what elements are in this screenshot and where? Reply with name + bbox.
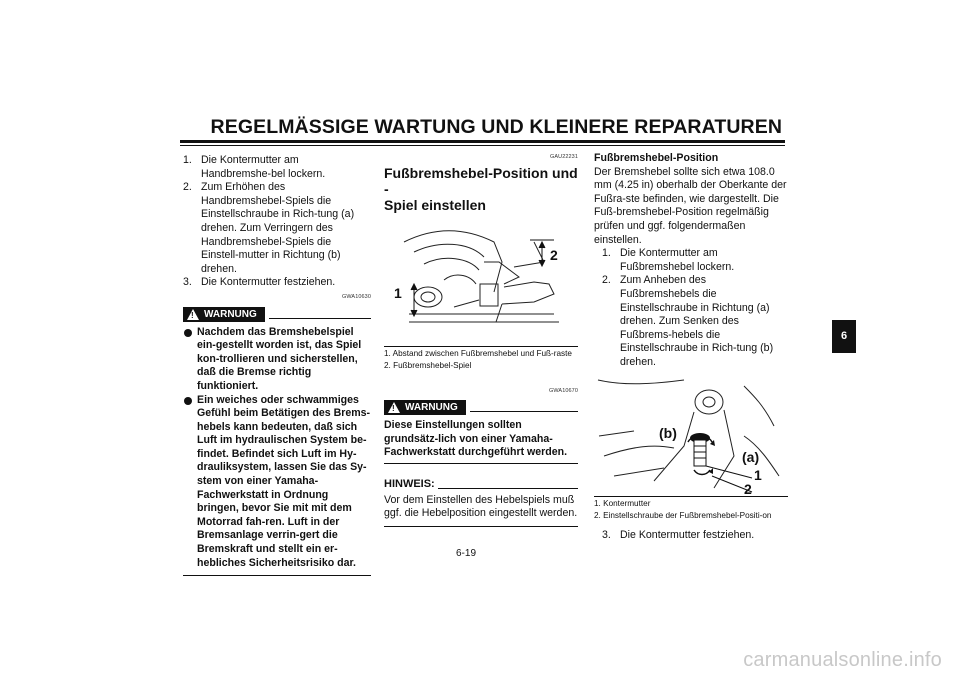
- caption-item: 2. Einstellschraube der Fußbremshebel-Positi-on: [594, 510, 772, 520]
- figure-label-1: 1: [394, 284, 402, 301]
- figure-label-2: 2: [744, 480, 752, 494]
- warning-triangle-icon: !: [187, 309, 199, 320]
- intro-text: Der Bremshebel sollte sich etwa 108.0 mm (4.25 in) oberhalb der Oberkante der Fußra-ste befinden, wie dargestellt. Die Fuß-bremshebel-Position regelmäßig prüfen und ggf. folgendermaßen einstellen.: [594, 165, 787, 246]
- caption-item: 1. Kontermutter: [594, 498, 651, 508]
- step-item: 1. Die Kontermutter am Handbremshe-bel lockern.: [183, 154, 326, 180]
- figure-captions: [384, 349, 578, 371]
- warning-bullets: [183, 326, 371, 571]
- brake-lever-steps: [183, 154, 371, 290]
- section-code: GAU22231: [549, 154, 578, 160]
- step-item: 2. Zum Erhöhen des Handbremshebel-Spiels die Einstellschraube in Rich-tung (a) drehen. Zum Verringern des Handbremshebel-Spiels die Einstell-mutter in Richtung (b) drehen.: [183, 181, 355, 275]
- caption-item: 2. Fußbremshebel-Spiel: [384, 360, 472, 370]
- caption-rule: [594, 496, 788, 497]
- brake-pedal-figure: [384, 222, 574, 340]
- warning-header: [384, 400, 578, 415]
- warning-code: GWA10670: [548, 387, 578, 394]
- step-item: 3. Die Kontermutter festziehen.: [602, 528, 755, 541]
- caption-rule: [384, 346, 578, 347]
- middle-column: [384, 151, 578, 527]
- step-item: 1. Die Kontermutter am Fußbremshebel lockern.: [602, 247, 735, 273]
- chapter-tab: 6: [832, 320, 856, 353]
- caption-item: 1. Abstand zwischen Fußbremshebel und Fuß-raste: [384, 348, 572, 358]
- pedal-steps: [602, 247, 788, 369]
- warning-text: Diese Einstellungen sollten grundsätz-lich von einer Yamaha-Fachwerkstatt durchgeführt werden.: [384, 419, 568, 459]
- warning-badge: ! WARNUNG: [384, 400, 466, 415]
- page-title: REGELMÄSSIGE WARTUNG UND KLEINERE REPARATUREN: [210, 116, 782, 138]
- note-header: HINWEIS:: [384, 478, 578, 492]
- final-step: [602, 529, 788, 543]
- note-end-rule: [384, 526, 578, 527]
- subtitle: Fußbremshebel-Position: [594, 152, 719, 164]
- figure-label-1: 1: [754, 466, 762, 483]
- watermark: carmanualsonline.info: [743, 649, 942, 671]
- bullet-icon: [184, 329, 192, 337]
- right-column: [594, 152, 788, 542]
- left-column: [183, 154, 371, 576]
- step-item: 3. Die Kontermutter festziehen.: [183, 276, 336, 289]
- warning-end-rule: [384, 463, 578, 464]
- header-rule: [180, 140, 785, 143]
- note-text: Vor dem Einstellen des Hebelspiels muß ggf. die Hebelposition eingestellt werden.: [384, 493, 578, 520]
- step-item: 2. Zum Anheben des Fußbremshebels die Einstellschraube in Richtung (a) drehen. Zum Senken des Fußbrems-hebels die Einstellschraube in Rich-tung (b) drehen.: [602, 274, 774, 368]
- warning-bullet: Ein weiches oder schwammiges Gefühl beim Betätigen des Brems-hebels kann bedeuten, daß sich Luft im hydraulischen System be-findet. Befindet sich Luft im Hy-drauliksystem, lassen Sie das Sy-stem von einer Yamaha-Fachwerkstatt in Ordnung bringen, bevor Sie mit mit dem Motorrad fah-ren. Luft in der Bremsanlage verrin-gert die Bremskraft und stellt ein er-hebliches Sicherheitsrisiko dar.: [183, 394, 371, 571]
- adjusting-screw-figure: [594, 376, 784, 494]
- warning-triangle-icon: !: [388, 402, 400, 413]
- page-number: 6-19: [456, 548, 477, 559]
- warning-end-rule: [183, 575, 371, 576]
- figure-captions: [594, 499, 788, 521]
- figure-label-b: (b): [659, 424, 677, 441]
- bullet-icon: [184, 397, 192, 405]
- header-rule-thin: [180, 145, 785, 146]
- warning-bullet: Nachdem das Bremshebelspiel ein-gestellt worden ist, das Spiel kon-trollieren und sicherstellen, daß die Bremse richtig funktioniert.: [183, 326, 371, 394]
- figure-label-2: 2: [550, 246, 558, 263]
- warning-code: GWA10630: [341, 293, 371, 300]
- section-title: Fußbremshebel-Position und - Spiel einstellen: [384, 164, 578, 213]
- figure-label-a: (a): [742, 448, 760, 465]
- warning-header: [183, 307, 371, 322]
- warning-badge: ! WARNUNG: [183, 307, 265, 322]
